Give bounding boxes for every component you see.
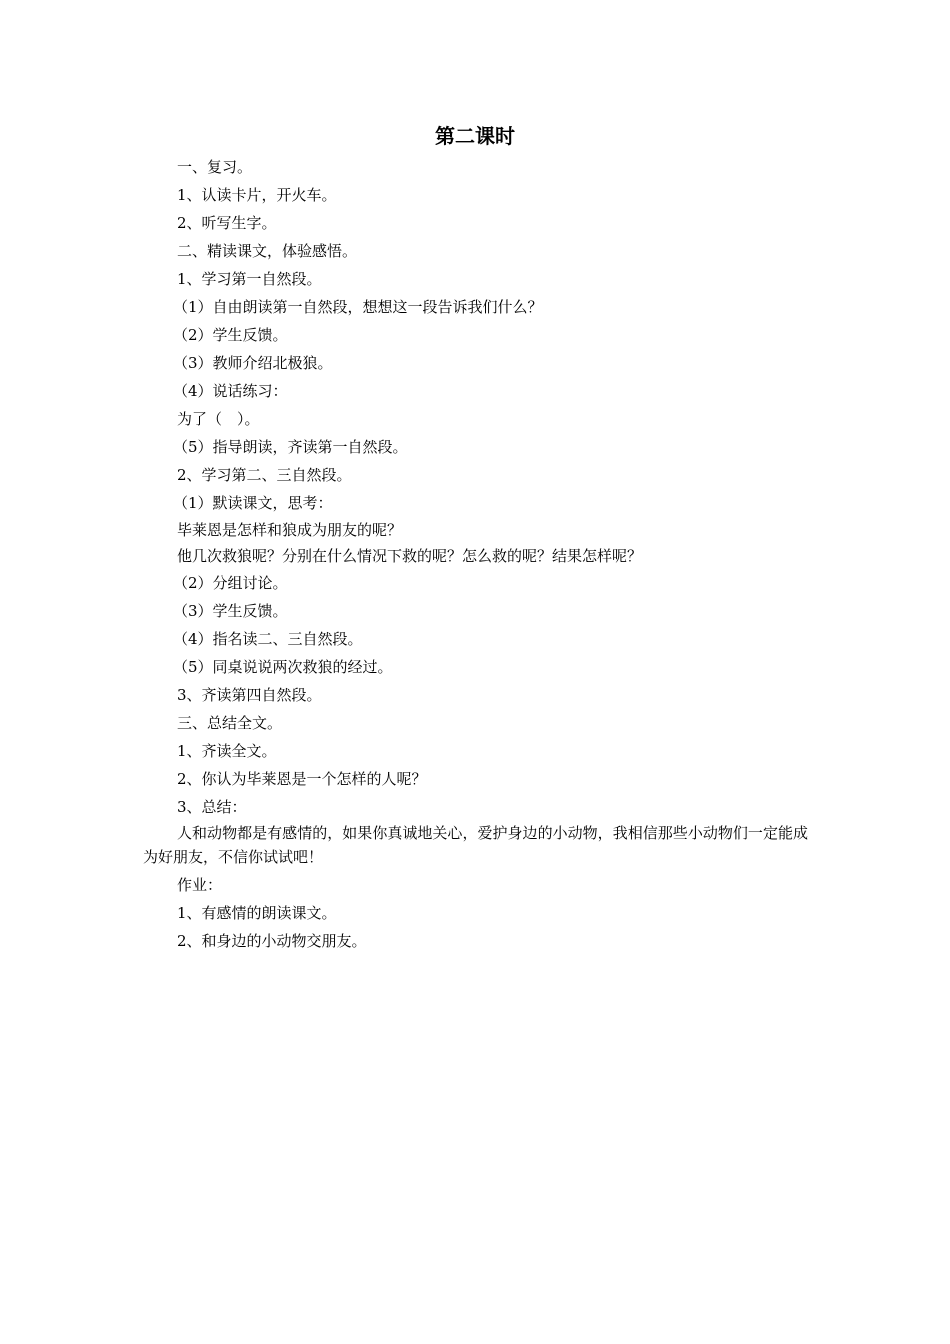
text-line: 2、你认为毕莱恩是一个怎样的人呢？ xyxy=(177,770,427,788)
text-line: （5）同桌说说两次救狼的经过。 xyxy=(173,658,393,676)
text-line: 他几次救狼呢？分别在什么情况下救的呢？怎么救的呢？结果怎样呢？ xyxy=(177,547,643,565)
homework-heading: 作业： xyxy=(177,876,223,894)
homework-item: 2、和身边的小动物交朋友。 xyxy=(177,932,367,950)
text-line: （5）指导朗读，齐读第一自然段。 xyxy=(173,438,408,456)
text-line: 1、认读卡片，开火车。 xyxy=(177,186,337,204)
text-line: 3、齐读第四自然段。 xyxy=(177,686,322,704)
section-heading-reading: 二、精读课文，体验感悟。 xyxy=(177,242,358,260)
text-line: （3）教师介绍北极狼。 xyxy=(173,354,333,372)
text-line: （1）默读课文，思考： xyxy=(173,494,333,512)
text-line: （3）学生反馈。 xyxy=(173,602,288,620)
text-line: （1）自由朗读第一自然段，想想这一段告诉我们什么？ xyxy=(173,298,543,316)
text-line: 2、听写生字。 xyxy=(177,214,277,232)
text-line: （2）学生反馈。 xyxy=(173,326,288,344)
text-line: （4）说话练习： xyxy=(173,382,288,400)
document-body xyxy=(143,153,808,955)
text-line: （2）分组讨论。 xyxy=(173,574,288,592)
text-line: 毕莱恩是怎样和狼成为朋友的呢？ xyxy=(177,521,403,539)
page-title: 第二课时 xyxy=(435,124,515,148)
homework-item: 1、有感情的朗读课文。 xyxy=(177,904,337,922)
summary-paragraph: 人和动物都是有感情的，如果你真诚地关心，爱护身边的小动物，我相信那些小动物们一定能成为好朋友，不信你试试吧！ xyxy=(143,824,808,866)
text-line: 3、总结： xyxy=(177,798,247,816)
section-heading-summary: 三、总结全文。 xyxy=(177,714,283,732)
text-line: 为了（ ）。 xyxy=(177,410,260,428)
section-heading-review: 一、复习。 xyxy=(177,158,253,176)
text-line: （4）指名读二、三自然段。 xyxy=(173,630,363,648)
text-line: 1、学习第一自然段。 xyxy=(177,270,322,288)
text-line: 1、齐读全文。 xyxy=(177,742,277,760)
text-line: 2、学习第二、三自然段。 xyxy=(177,466,352,484)
